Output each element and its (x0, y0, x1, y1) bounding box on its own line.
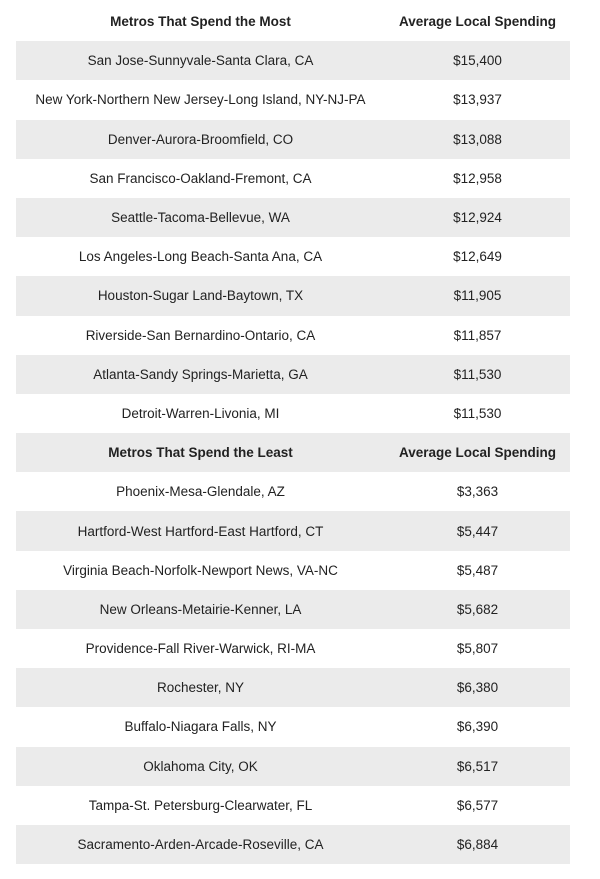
column-header-spending: Average Local Spending (385, 433, 570, 472)
spending-table (16, 2, 570, 864)
metro-name-cell: San Francisco-Oakland-Fremont, CA (89, 170, 312, 186)
table-row (16, 707, 570, 746)
spending-value-cell: $15,400 (385, 41, 570, 80)
metro-name-cell: Buffalo-Niagara Falls, NY (124, 719, 277, 735)
spending-value-cell: $13,088 (385, 120, 570, 159)
spending-value-cell: $6,380 (385, 668, 570, 707)
spending-value-cell: $5,447 (385, 511, 570, 550)
column-header-metro: Metros That Spend the Most (110, 14, 291, 30)
metro-name-cell: Virginia Beach-Norfolk-Newport News, VA-NC (63, 562, 338, 578)
table-row (16, 551, 570, 590)
table-row (16, 120, 570, 159)
metro-name-cell: Oklahoma City, OK (16, 747, 385, 786)
table-row (16, 747, 570, 786)
spending-value-cell: $11,530 (453, 405, 502, 421)
table-row (16, 80, 570, 119)
spending-value-cell: $3,363 (456, 484, 499, 500)
table-row (16, 472, 570, 511)
column-header-spending: Average Local Spending (398, 14, 557, 30)
table-row (16, 511, 570, 550)
metro-name-cell: New York-Northern New Jersey-Long Island, NY-NJ-PA (35, 92, 366, 108)
metro-name-cell: Sacramento-Arden-Arcade-Roseville, CA (16, 825, 385, 864)
table-row (16, 237, 570, 276)
metro-name-cell: Denver-Aurora-Broomfield, CO (16, 120, 385, 159)
table-row (16, 394, 570, 433)
metro-name-cell: Phoenix-Mesa-Glendale, AZ (116, 484, 285, 500)
spending-value-cell: $11,905 (385, 276, 570, 315)
table-body (16, 2, 570, 864)
table-row (16, 786, 570, 825)
section-header-row (16, 2, 570, 41)
table-row (16, 668, 570, 707)
spending-value-cell: $5,487 (456, 562, 499, 578)
metro-name-cell: Detroit-Warren-Livonia, MI (121, 405, 280, 421)
spending-value-cell: $6,884 (385, 825, 570, 864)
table-row (16, 629, 570, 668)
table-row (16, 159, 570, 198)
metro-name-cell: Los Angeles-Long Beach-Santa Ana, CA (78, 249, 323, 265)
table-row (16, 590, 570, 629)
metro-name-cell: New Orleans-Metairie-Kenner, LA (16, 590, 385, 629)
spending-value-cell: $12,649 (453, 249, 502, 265)
metro-name-cell: Atlanta-Sandy Springs-Marietta, GA (16, 355, 385, 394)
column-header-metro: Metros That Spend the Least (16, 433, 385, 472)
section-header-row (16, 433, 570, 472)
spending-value-cell: $6,577 (456, 797, 499, 813)
spending-value-cell: $6,390 (456, 719, 499, 735)
spending-value-cell: $5,807 (456, 641, 499, 657)
spending-value-cell: $11,857 (453, 327, 502, 343)
spending-value-cell: $6,517 (385, 747, 570, 786)
metro-name-cell: Providence-Fall River-Warwick, RI-MA (85, 641, 316, 657)
spending-value-cell: $13,937 (453, 92, 502, 108)
table-row (16, 825, 570, 864)
metro-name-cell: Seattle-Tacoma-Bellevue, WA (16, 198, 385, 237)
table-row (16, 198, 570, 237)
table-row (16, 41, 570, 80)
table-row (16, 276, 570, 315)
metro-name-cell: San Jose-Sunnyvale-Santa Clara, CA (16, 41, 385, 80)
metro-name-cell: Tampa-St. Petersburg-Clearwater, FL (88, 797, 313, 813)
table-row (16, 316, 570, 355)
spending-value-cell: $11,530 (385, 355, 570, 394)
spending-value-cell: $12,924 (385, 198, 570, 237)
table-row (16, 355, 570, 394)
metro-name-cell: Riverside-San Bernardino-Ontario, CA (85, 327, 316, 343)
spending-value-cell: $12,958 (453, 170, 502, 186)
metro-name-cell: Houston-Sugar Land-Baytown, TX (16, 276, 385, 315)
metro-name-cell: Hartford-West Hartford-East Hartford, CT (16, 511, 385, 550)
metro-name-cell: Rochester, NY (16, 668, 385, 707)
spending-value-cell: $5,682 (385, 590, 570, 629)
